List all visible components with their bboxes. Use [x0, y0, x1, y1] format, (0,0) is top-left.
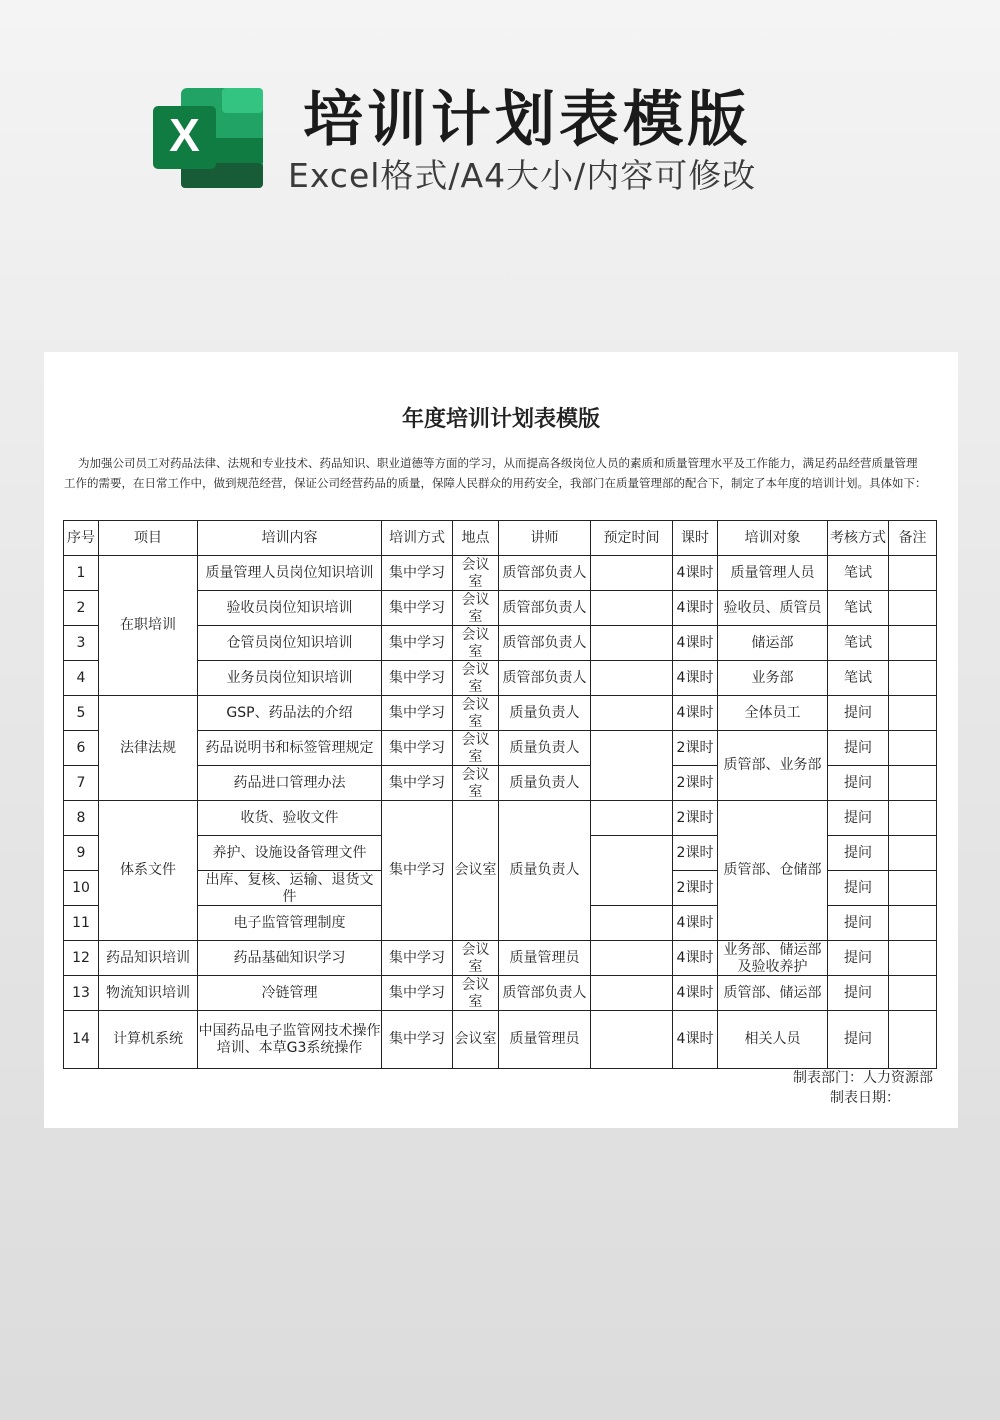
cell-content: 质量管理人员岗位知识培训	[198, 556, 382, 591]
cell-lecturer: 质量负责人	[499, 731, 591, 766]
cell-place	[453, 696, 499, 731]
table-row	[64, 941, 937, 976]
cell-place	[453, 556, 499, 591]
cell-no: 12	[64, 941, 99, 976]
cell-hours: 2课时	[673, 836, 718, 871]
cell-category: 物流知识培训	[99, 976, 198, 1011]
cell-method: 集中学习	[382, 696, 453, 731]
place-text: 会议室	[461, 557, 490, 589]
document-sheet	[44, 352, 958, 1128]
cell-note	[889, 766, 937, 801]
content-text: 出库、复核、运输、退货文件	[205, 872, 374, 904]
cell-hours: 4课时	[673, 1011, 718, 1069]
place-text: 会议室	[461, 767, 490, 799]
cell-hours: 2课时	[673, 731, 718, 766]
intro-paragraph: 为加强公司员工对药品法律、法规和专业技术、药品知识、职业道德等方面的学习，从而提高各级岗位人员的素质和质量管理水平及工作能力，满足药品经营质量管理工作的需要，在日常工作中，做到规范经营，保证公司经营药品的质量，保障人民群众的用药安全，我部门在质量管理部的配合下，制定了本年度的培训计划。具体如下：	[64, 456, 927, 490]
cell-lecturer: 质管部负责人	[499, 661, 591, 696]
cell-content: 仓管员岗位知识培训	[198, 626, 382, 661]
cell-method: 集中学习	[382, 976, 453, 1011]
table-row	[64, 556, 937, 591]
header-cell: 预定时间	[591, 521, 673, 556]
place-text: 会议室	[461, 592, 490, 624]
cell-note	[889, 906, 937, 941]
cell-category: 计算机系统	[99, 1011, 198, 1069]
cell-target: 质管部、业务部	[718, 731, 828, 801]
cell-content: 验收员岗位知识培训	[198, 591, 382, 626]
cell-method: 集中学习	[382, 661, 453, 696]
header-cell: 地点	[453, 521, 499, 556]
cell-time	[591, 626, 673, 661]
cell-time	[591, 906, 673, 941]
cell-no: 14	[64, 1011, 99, 1069]
cell-category: 在职培训	[99, 556, 198, 696]
cell-time	[591, 836, 673, 906]
place-text: 会议室	[461, 977, 490, 1009]
cell-no: 6	[64, 731, 99, 766]
header-cell: 讲师	[499, 521, 591, 556]
cell-assess: 提问	[828, 836, 889, 871]
place-text: 会议室	[461, 627, 490, 659]
cell-content: 冷链管理	[198, 976, 382, 1011]
cell-hours: 4课时	[673, 941, 718, 976]
cell-content: GSP、药品法的介绍	[198, 696, 382, 731]
table-row	[64, 1011, 937, 1069]
cell-no: 8	[64, 801, 99, 836]
cell-assess: 笔试	[828, 556, 889, 591]
cell-lecturer: 质量管理员	[499, 941, 591, 976]
cell-place: 会议室	[453, 801, 499, 941]
document-title: 年度培训计划表模版	[401, 407, 600, 432]
cell-lecturer: 质量负责人	[499, 696, 591, 731]
cell-no: 7	[64, 766, 99, 801]
cell-category: 药品知识培训	[99, 941, 198, 976]
cell-target: 业务部	[718, 661, 828, 696]
cell-hours: 2课时	[673, 871, 718, 906]
header-cell: 序号	[64, 521, 99, 556]
cell-assess: 提问	[828, 941, 889, 976]
cell-method: 集中学习	[382, 941, 453, 976]
cell-content: 药品说明书和标签管理规定	[198, 731, 382, 766]
cell-method: 集中学习	[382, 801, 453, 941]
training-plan-table	[63, 520, 937, 1069]
cell-no: 11	[64, 906, 99, 941]
cell-lecturer: 质量负责人	[499, 801, 591, 941]
cell-no: 5	[64, 696, 99, 731]
place-text: 会议室	[461, 697, 490, 729]
cell-assess: 提问	[828, 766, 889, 801]
cell-target: 质管部、储运部	[718, 976, 828, 1011]
cell-assess: 提问	[828, 696, 889, 731]
cell-hours: 4课时	[673, 626, 718, 661]
cell-assess: 笔试	[828, 661, 889, 696]
banner-title: 培训计划表模版	[303, 85, 751, 155]
cell-content: 中国药品电子监管网技术操作培训、本草G3系统操作	[198, 1011, 382, 1069]
cell-no: 2	[64, 591, 99, 626]
cell-target	[718, 941, 828, 976]
place-text: 会议室	[461, 662, 490, 694]
cell-hours: 4课时	[673, 976, 718, 1011]
cell-content: 药品进口管理办法	[198, 766, 382, 801]
cell-note	[889, 626, 937, 661]
table-row	[64, 976, 937, 1011]
cell-hours: 4课时	[673, 906, 718, 941]
cell-lecturer: 质量负责人	[499, 766, 591, 801]
cell-method: 集中学习	[382, 1011, 453, 1069]
header-cell: 备注	[889, 521, 937, 556]
cell-note	[889, 591, 937, 626]
cell-method: 集中学习	[382, 626, 453, 661]
cell-note	[889, 941, 937, 976]
cell-method: 集中学习	[382, 591, 453, 626]
cell-place	[453, 976, 499, 1011]
header-row	[64, 521, 937, 556]
cell-lecturer: 质管部负责人	[499, 976, 591, 1011]
header-cell: 培训方式	[382, 521, 453, 556]
cell-target: 相关人员	[718, 1011, 828, 1069]
cell-assess: 提问	[828, 906, 889, 941]
cell-assess: 提问	[828, 871, 889, 906]
cell-note	[889, 731, 937, 766]
header-cell: 课时	[673, 521, 718, 556]
cell-hours: 4课时	[673, 696, 718, 731]
cell-note	[889, 1011, 937, 1069]
cell-content: 养护、设施设备管理文件	[198, 836, 382, 871]
cell-time	[591, 661, 673, 696]
cell-method: 集中学习	[382, 731, 453, 766]
cell-lecturer: 质管部负责人	[499, 556, 591, 591]
cell-no: 9	[64, 836, 99, 871]
cell-target: 全体员工	[718, 696, 828, 731]
cell-note	[889, 696, 937, 731]
place-text: 会议室	[461, 732, 490, 764]
cell-time	[591, 1011, 673, 1069]
cell-note	[889, 556, 937, 591]
cell-no: 4	[64, 661, 99, 696]
cell-lecturer: 质管部负责人	[499, 626, 591, 661]
cell-target: 储运部	[718, 626, 828, 661]
excel-logo-icon	[153, 88, 263, 188]
cell-assess: 提问	[828, 976, 889, 1011]
cell-target: 质量管理人员	[718, 556, 828, 591]
cell-content: 业务员岗位知识培训	[198, 661, 382, 696]
header-cell: 考核方式	[828, 521, 889, 556]
cell-content: 收货、验收文件	[198, 801, 382, 836]
logo-letter: X	[169, 109, 200, 161]
cell-hours: 2课时	[673, 766, 718, 801]
table-row	[64, 801, 937, 836]
header-cell: 培训内容	[198, 521, 382, 556]
header-cell: 项目	[99, 521, 198, 556]
cell-content: 药品基础知识学习	[198, 941, 382, 976]
header-cell: 培训对象	[718, 521, 828, 556]
cell-assess: 提问	[828, 801, 889, 836]
place-text: 会议室	[461, 942, 490, 974]
table-row	[64, 696, 937, 731]
cell-lecturer: 质量管理员	[499, 1011, 591, 1069]
cell-time	[591, 591, 673, 626]
cell-place	[453, 941, 499, 976]
cell-no: 3	[64, 626, 99, 661]
cell-time	[591, 941, 673, 976]
cell-time	[591, 731, 673, 801]
footer-department: 制表部门：人力资源部	[793, 1070, 933, 1086]
cell-time	[591, 976, 673, 1011]
cell-note	[889, 661, 937, 696]
target-text: 业务部、储运部及验收养护	[723, 942, 822, 974]
cell-hours: 4课时	[673, 556, 718, 591]
cell-place	[453, 591, 499, 626]
cell-method: 集中学习	[382, 766, 453, 801]
cell-content	[198, 871, 382, 906]
cell-time	[591, 556, 673, 591]
footer-date: 制表日期：	[830, 1090, 900, 1106]
cell-hours: 4课时	[673, 591, 718, 626]
cell-time	[591, 801, 673, 836]
cell-assess: 提问	[828, 1011, 889, 1069]
cell-assess: 笔试	[828, 591, 889, 626]
cell-note	[889, 871, 937, 906]
cell-target: 验收员、质管员	[718, 591, 828, 626]
cell-place	[453, 661, 499, 696]
cell-place	[453, 766, 499, 801]
cell-content: 电子监管管理制度	[198, 906, 382, 941]
cell-no: 13	[64, 976, 99, 1011]
cell-hours: 4课时	[673, 661, 718, 696]
cell-assess: 笔试	[828, 626, 889, 661]
cell-no: 1	[64, 556, 99, 591]
cell-note	[889, 976, 937, 1011]
cell-note	[889, 801, 937, 836]
cell-time	[591, 696, 673, 731]
cell-note	[889, 836, 937, 871]
cell-target: 质管部、仓储部	[718, 801, 828, 941]
cell-category: 体系文件	[99, 801, 198, 941]
cell-method: 集中学习	[382, 556, 453, 591]
cell-place	[453, 731, 499, 766]
cell-category: 法律法规	[99, 696, 198, 801]
cell-lecturer: 质管部负责人	[499, 591, 591, 626]
cell-place: 会议室	[453, 1011, 499, 1069]
cell-hours: 2课时	[673, 801, 718, 836]
cell-assess: 提问	[828, 731, 889, 766]
cell-place	[453, 626, 499, 661]
cell-no: 10	[64, 871, 99, 906]
banner-subtitle: Excel格式/A4大小/内容可修改	[288, 156, 757, 195]
